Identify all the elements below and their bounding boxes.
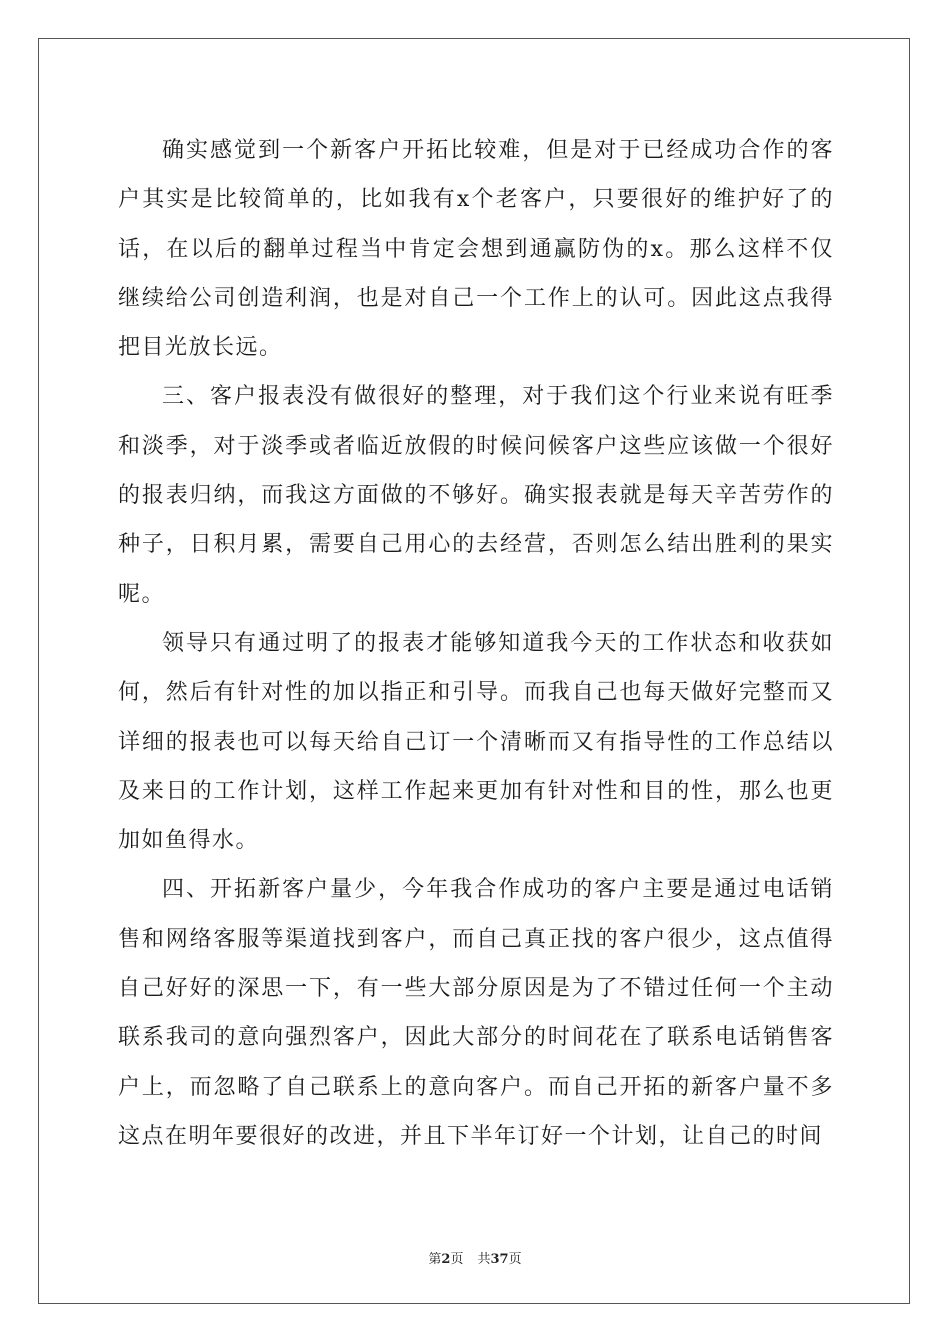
document-body: [118, 126, 834, 1161]
paragraph: 确实感觉到一个新客户开拓比较难，但是对于已经成功合作的客户其实是比较简单的，比如我有x个老客户，只要很好的维护好了的话，在以后的翻单过程当中肯定会想到通赢防伪的x。那么这样不仅继续给公司创造利润，也是对自己一个工作上的认可。因此这点我得把目光放长远。: [118, 138, 834, 361]
page-prefix: 第: [428, 1252, 442, 1267]
page-footer: [0, 1248, 950, 1267]
paragraph: 领导只有通过明了的报表才能够知道我今天的工作状态和收获如何，然后有针对性的加以指正和引导。而我自己也每天做好完整而又详细的报表也可以每天给自己订一个清晰而又有指导性的工作总结以及来日的工作计划，这样工作起来更加有针对性和目的性，那么也更加如鱼得水。: [118, 630, 834, 854]
paragraph: 四、开拓新客户量少，今年我合作成功的客户主要是通过电话销售和网络客服等渠道找到客户，而自己真正找的客户很少，这点值得自己好好的深思一下，有一些大部分原因是为了不错过任何一个主动联系我司的意向强烈客户，因此大部分的时间花在了联系电话销售客户上，而忽略了自己联系上的意向客户。而自己开拓的新客户量不多这点在明年要很好的改进，并且下半年订好一个计划，让自己的时间: [118, 877, 834, 1149]
total-suffix: 页: [508, 1252, 522, 1267]
page-suffix: 页: [450, 1252, 464, 1267]
total-prefix: 共: [477, 1252, 491, 1267]
total-pages: 37: [490, 1252, 509, 1267]
page-number: 2: [441, 1252, 451, 1267]
paragraph: 三、客户报表没有做很好的整理，对于我们这个行业来说有旺季和淡季，对于淡季或者临近放假的时候问候客户这些应该做一个很好的报表归纳，而我这方面做的不够好。确实报表就是每天辛苦劳作的种子，日积月累，需要自己用心的去经营，否则怎么结出胜利的果实呢。: [118, 384, 834, 607]
